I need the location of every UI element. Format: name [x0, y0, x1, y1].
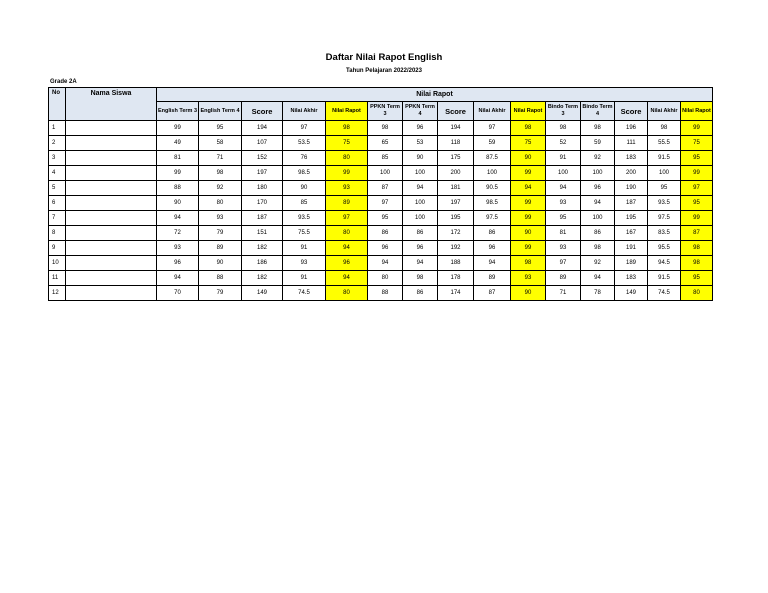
cell-english-nilai-rapot: 80	[326, 286, 368, 301]
header-bindo-nilai-rapot: Nilai Rapot	[681, 102, 713, 121]
table-row	[49, 151, 713, 166]
header-bindo-score: Score	[615, 102, 648, 121]
cell-english-term4: 80	[199, 196, 242, 211]
cell-nama-siswa	[66, 256, 157, 271]
cell-ppkn-score: 172	[438, 226, 474, 241]
cell-ppkn-score: 175	[438, 151, 474, 166]
cell-bindo-score: 183	[615, 151, 648, 166]
cell-bindo-score: 111	[615, 136, 648, 151]
table-row	[49, 256, 713, 271]
cell-ppkn-nilai-akhir: 96	[474, 241, 511, 256]
cell-ppkn-nilai-rapot: 99	[511, 211, 546, 226]
cell-english-score: 149	[242, 286, 283, 301]
cell-nama-siswa	[66, 151, 157, 166]
cell-english-term3: 99	[157, 121, 199, 136]
cell-bindo-nilai-rapot: 87	[681, 226, 713, 241]
cell-ppkn-term4: 90	[403, 151, 438, 166]
header-no: No	[49, 88, 66, 121]
cell-english-term4: 71	[199, 151, 242, 166]
header-bindo-nilai-akhir: Nilai Akhir	[648, 102, 681, 121]
cell-ppkn-nilai-akhir: 59	[474, 136, 511, 151]
cell-english-nilai-rapot: 98	[326, 121, 368, 136]
cell-ppkn-term3: 97	[368, 196, 403, 211]
table-row	[49, 226, 713, 241]
cell-bindo-term3: 94	[546, 181, 581, 196]
cell-ppkn-score: 194	[438, 121, 474, 136]
cell-english-nilai-rapot: 80	[326, 226, 368, 241]
cell-bindo-nilai-rapot: 99	[681, 211, 713, 226]
cell-english-score: 152	[242, 151, 283, 166]
cell-english-nilai-rapot: 94	[326, 271, 368, 286]
cell-english-nilai-akhir: 90	[283, 181, 326, 196]
cell-bindo-nilai-rapot: 98	[681, 241, 713, 256]
cell-english-nilai-akhir: 93.5	[283, 211, 326, 226]
cell-ppkn-nilai-rapot: 90	[511, 226, 546, 241]
cell-english-score: 182	[242, 271, 283, 286]
cell-bindo-nilai-rapot: 95	[681, 151, 713, 166]
cell-ppkn-term4: 86	[403, 286, 438, 301]
cell-no: 4	[49, 166, 66, 181]
cell-english-term3: 94	[157, 211, 199, 226]
cell-nama-siswa	[66, 271, 157, 286]
cell-ppkn-nilai-rapot: 98	[511, 121, 546, 136]
cell-english-nilai-rapot: 93	[326, 181, 368, 196]
table-row	[49, 241, 713, 256]
table-row	[49, 136, 713, 151]
cell-ppkn-nilai-akhir: 86	[474, 226, 511, 241]
header-nama-siswa: Nama Siswa	[66, 88, 157, 121]
cell-ppkn-nilai-rapot: 99	[511, 166, 546, 181]
cell-nama-siswa	[66, 196, 157, 211]
cell-ppkn-nilai-akhir: 100	[474, 166, 511, 181]
cell-bindo-nilai-akhir: 83.5	[648, 226, 681, 241]
cell-nama-siswa	[66, 121, 157, 136]
cell-bindo-score: 196	[615, 121, 648, 136]
cell-no: 6	[49, 196, 66, 211]
cell-bindo-term4: 86	[581, 226, 615, 241]
table-row	[49, 181, 713, 196]
cell-nama-siswa	[66, 181, 157, 196]
cell-ppkn-term4: 100	[403, 211, 438, 226]
header-ppkn-nilai-akhir: Nilai Akhir	[474, 102, 511, 121]
header-english-score: Score	[242, 102, 283, 121]
cell-ppkn-term3: 94	[368, 256, 403, 271]
cell-ppkn-term3: 88	[368, 286, 403, 301]
cell-english-nilai-akhir: 53.5	[283, 136, 326, 151]
table-row	[49, 196, 713, 211]
cell-english-nilai-rapot: 75	[326, 136, 368, 151]
cell-english-score: 107	[242, 136, 283, 151]
cell-ppkn-term3: 100	[368, 166, 403, 181]
cell-english-score: 170	[242, 196, 283, 211]
cell-ppkn-score: 192	[438, 241, 474, 256]
header-english-term3: English Term 3	[157, 102, 199, 121]
cell-bindo-nilai-akhir: 93.5	[648, 196, 681, 211]
cell-english-score: 187	[242, 211, 283, 226]
cell-english-term3: 88	[157, 181, 199, 196]
cell-english-term3: 94	[157, 271, 199, 286]
cell-bindo-nilai-akhir: 91.5	[648, 151, 681, 166]
cell-ppkn-term4: 53	[403, 136, 438, 151]
cell-ppkn-score: 181	[438, 181, 474, 196]
cell-bindo-nilai-rapot: 95	[681, 196, 713, 211]
cell-ppkn-nilai-akhir: 87.5	[474, 151, 511, 166]
cell-ppkn-term4: 94	[403, 181, 438, 196]
cell-ppkn-nilai-akhir: 90.5	[474, 181, 511, 196]
cell-bindo-nilai-akhir: 94.5	[648, 256, 681, 271]
cell-bindo-term3: 81	[546, 226, 581, 241]
cell-ppkn-score: 188	[438, 256, 474, 271]
cell-bindo-term3: 52	[546, 136, 581, 151]
cell-no: 10	[49, 256, 66, 271]
cell-bindo-nilai-akhir: 74.5	[648, 286, 681, 301]
cell-ppkn-term4: 94	[403, 256, 438, 271]
cell-bindo-score: 187	[615, 196, 648, 211]
cell-bindo-nilai-akhir: 91.5	[648, 271, 681, 286]
cell-bindo-score: 167	[615, 226, 648, 241]
cell-ppkn-term3: 87	[368, 181, 403, 196]
cell-english-term3: 93	[157, 241, 199, 256]
cell-ppkn-nilai-rapot: 93	[511, 271, 546, 286]
cell-english-nilai-akhir: 93	[283, 256, 326, 271]
cell-english-term3: 96	[157, 256, 199, 271]
cell-ppkn-nilai-akhir: 97	[474, 121, 511, 136]
cell-ppkn-term4: 96	[403, 121, 438, 136]
cell-bindo-term4: 92	[581, 256, 615, 271]
cell-bindo-term3: 97	[546, 256, 581, 271]
cell-english-nilai-akhir: 74.5	[283, 286, 326, 301]
cell-ppkn-nilai-rapot: 75	[511, 136, 546, 151]
header-english-nilai-rapot: Nilai Rapot	[326, 102, 368, 121]
cell-ppkn-score: 195	[438, 211, 474, 226]
header-english-nilai-akhir: Nilai Akhir	[283, 102, 326, 121]
cell-bindo-term4: 100	[581, 211, 615, 226]
cell-english-score: 182	[242, 241, 283, 256]
cell-bindo-term3: 71	[546, 286, 581, 301]
cell-bindo-score: 191	[615, 241, 648, 256]
cell-english-term4: 79	[199, 286, 242, 301]
cell-bindo-score: 190	[615, 181, 648, 196]
cell-no: 7	[49, 211, 66, 226]
cell-english-nilai-rapot: 94	[326, 241, 368, 256]
cell-ppkn-score: 197	[438, 196, 474, 211]
cell-english-nilai-akhir: 76	[283, 151, 326, 166]
cell-bindo-nilai-rapot: 99	[681, 121, 713, 136]
header-bindo-term3: Bindo Term 3	[546, 102, 581, 121]
grade-label: Grade 2A	[50, 79, 77, 85]
cell-ppkn-nilai-rapot: 90	[511, 286, 546, 301]
cell-english-term4: 93	[199, 211, 242, 226]
cell-no: 8	[49, 226, 66, 241]
cell-english-nilai-akhir: 75.5	[283, 226, 326, 241]
cell-bindo-score: 183	[615, 271, 648, 286]
cell-english-nilai-akhir: 91	[283, 241, 326, 256]
cell-english-nilai-akhir: 85	[283, 196, 326, 211]
cell-english-nilai-rapot: 97	[326, 211, 368, 226]
header-ppkn-term4: PPKN Term 4	[403, 102, 438, 121]
cell-bindo-nilai-rapot: 97	[681, 181, 713, 196]
cell-bindo-score: 200	[615, 166, 648, 181]
table-row	[49, 166, 713, 181]
document-title: Daftar Nilai Rapot English	[325, 52, 443, 63]
cell-bindo-nilai-akhir: 55.5	[648, 136, 681, 151]
cell-english-term4: 58	[199, 136, 242, 151]
table-header	[49, 88, 713, 121]
cell-ppkn-term4: 86	[403, 226, 438, 241]
cell-nama-siswa	[66, 211, 157, 226]
cell-nama-siswa	[66, 136, 157, 151]
grades-table	[48, 87, 713, 301]
cell-bindo-term4: 92	[581, 151, 615, 166]
cell-english-nilai-rapot: 89	[326, 196, 368, 211]
cell-ppkn-term3: 65	[368, 136, 403, 151]
cell-english-term4: 92	[199, 181, 242, 196]
cell-bindo-term3: 100	[546, 166, 581, 181]
cell-nama-siswa	[66, 166, 157, 181]
header-ppkn-score: Score	[438, 102, 474, 121]
cell-ppkn-nilai-akhir: 87	[474, 286, 511, 301]
cell-no: 11	[49, 271, 66, 286]
cell-bindo-term3: 91	[546, 151, 581, 166]
cell-bindo-nilai-rapot: 75	[681, 136, 713, 151]
header-nilai-rapot-group: Nilai Rapot	[157, 88, 713, 102]
cell-no: 3	[49, 151, 66, 166]
cell-bindo-term4: 94	[581, 271, 615, 286]
cell-english-nilai-akhir: 98.5	[283, 166, 326, 181]
table-row	[49, 271, 713, 286]
cell-ppkn-nilai-akhir: 89	[474, 271, 511, 286]
cell-english-nilai-rapot: 96	[326, 256, 368, 271]
cell-bindo-score: 149	[615, 286, 648, 301]
cell-ppkn-term3: 85	[368, 151, 403, 166]
header-bindo-term4: Bindo Term 4	[581, 102, 615, 121]
cell-bindo-term4: 96	[581, 181, 615, 196]
cell-bindo-nilai-akhir: 98	[648, 121, 681, 136]
cell-bindo-nilai-rapot: 95	[681, 271, 713, 286]
cell-english-term4: 98	[199, 166, 242, 181]
cell-english-score: 180	[242, 181, 283, 196]
cell-no: 9	[49, 241, 66, 256]
cell-english-nilai-akhir: 97	[283, 121, 326, 136]
cell-english-nilai-rapot: 80	[326, 151, 368, 166]
cell-ppkn-nilai-rapot: 98	[511, 256, 546, 271]
cell-english-term3: 99	[157, 166, 199, 181]
header-english-term4: English Term 4	[199, 102, 242, 121]
header-ppkn-nilai-rapot: Nilai Rapot	[511, 102, 546, 121]
cell-no: 5	[49, 181, 66, 196]
cell-ppkn-nilai-rapot: 99	[511, 196, 546, 211]
cell-bindo-score: 195	[615, 211, 648, 226]
cell-ppkn-score: 200	[438, 166, 474, 181]
cell-english-term4: 88	[199, 271, 242, 286]
cell-english-score: 186	[242, 256, 283, 271]
cell-ppkn-term3: 98	[368, 121, 403, 136]
table-row	[49, 286, 713, 301]
cell-english-term4: 89	[199, 241, 242, 256]
cell-nama-siswa	[66, 226, 157, 241]
cell-ppkn-score: 178	[438, 271, 474, 286]
document-subtitle: Tahun Pelajaran 2022/2023	[346, 68, 422, 74]
cell-bindo-term3: 95	[546, 211, 581, 226]
cell-ppkn-term4: 96	[403, 241, 438, 256]
cell-bindo-term3: 98	[546, 121, 581, 136]
cell-ppkn-term3: 86	[368, 226, 403, 241]
cell-english-score: 197	[242, 166, 283, 181]
cell-ppkn-term4: 100	[403, 166, 438, 181]
cell-english-term4: 90	[199, 256, 242, 271]
cell-bindo-term4: 98	[581, 241, 615, 256]
cell-bindo-score: 189	[615, 256, 648, 271]
cell-english-term3: 70	[157, 286, 199, 301]
cell-bindo-term3: 93	[546, 241, 581, 256]
cell-english-score: 194	[242, 121, 283, 136]
cell-no: 2	[49, 136, 66, 151]
cell-english-nilai-rapot: 99	[326, 166, 368, 181]
cell-ppkn-nilai-akhir: 94	[474, 256, 511, 271]
cell-english-score: 151	[242, 226, 283, 241]
cell-ppkn-term3: 96	[368, 241, 403, 256]
cell-no: 12	[49, 286, 66, 301]
cell-no: 1	[49, 121, 66, 136]
cell-ppkn-score: 118	[438, 136, 474, 151]
cell-bindo-nilai-akhir: 97.5	[648, 211, 681, 226]
cell-ppkn-nilai-rapot: 99	[511, 241, 546, 256]
cell-ppkn-nilai-akhir: 97.5	[474, 211, 511, 226]
cell-english-nilai-akhir: 91	[283, 271, 326, 286]
cell-english-term3: 90	[157, 196, 199, 211]
cell-ppkn-term3: 80	[368, 271, 403, 286]
cell-english-term4: 79	[199, 226, 242, 241]
cell-bindo-nilai-rapot: 98	[681, 256, 713, 271]
cell-ppkn-term4: 100	[403, 196, 438, 211]
cell-english-term3: 72	[157, 226, 199, 241]
cell-nama-siswa	[66, 241, 157, 256]
cell-ppkn-term4: 98	[403, 271, 438, 286]
cell-bindo-nilai-akhir: 95.5	[648, 241, 681, 256]
cell-ppkn-score: 174	[438, 286, 474, 301]
table-row	[49, 121, 713, 136]
cell-bindo-nilai-akhir: 95	[648, 181, 681, 196]
cell-bindo-term4: 59	[581, 136, 615, 151]
cell-english-term3: 81	[157, 151, 199, 166]
cell-ppkn-term3: 95	[368, 211, 403, 226]
cell-bindo-nilai-akhir: 100	[648, 166, 681, 181]
cell-bindo-term4: 78	[581, 286, 615, 301]
cell-english-term3: 49	[157, 136, 199, 151]
cell-nama-siswa	[66, 286, 157, 301]
cell-bindo-term4: 94	[581, 196, 615, 211]
table-row	[49, 211, 713, 226]
cell-bindo-term4: 98	[581, 121, 615, 136]
cell-bindo-term4: 100	[581, 166, 615, 181]
cell-bindo-term3: 93	[546, 196, 581, 211]
table-body	[49, 121, 713, 301]
cell-ppkn-nilai-rapot: 94	[511, 181, 546, 196]
cell-bindo-term3: 89	[546, 271, 581, 286]
header-ppkn-term3: PPKN Term 3	[368, 102, 403, 121]
cell-english-term4: 95	[199, 121, 242, 136]
cell-bindo-nilai-rapot: 80	[681, 286, 713, 301]
cell-ppkn-nilai-rapot: 90	[511, 151, 546, 166]
cell-ppkn-nilai-akhir: 98.5	[474, 196, 511, 211]
cell-bindo-nilai-rapot: 99	[681, 166, 713, 181]
